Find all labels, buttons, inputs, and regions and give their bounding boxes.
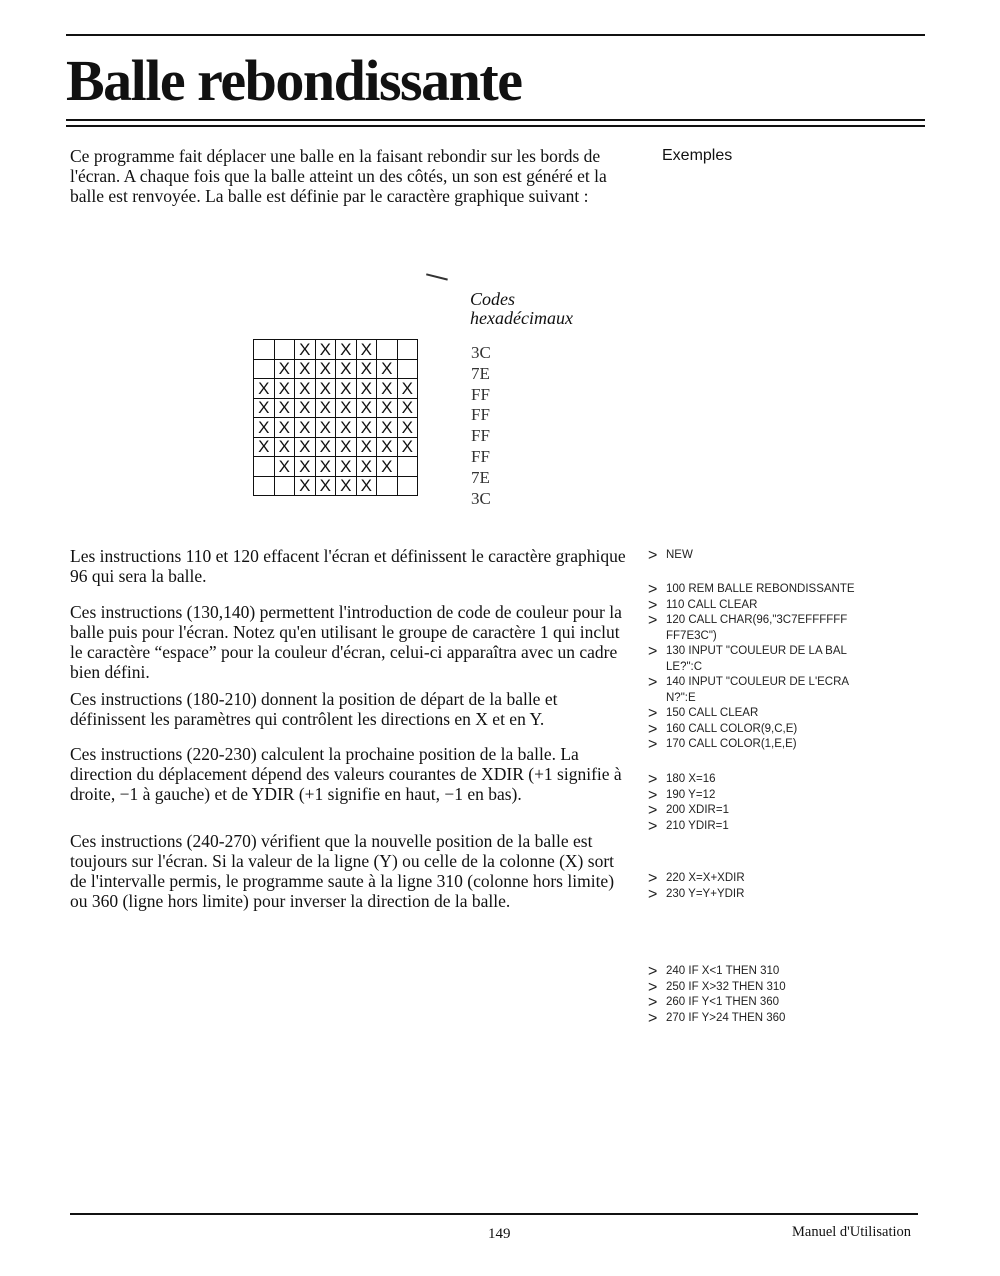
code-line xyxy=(648,887,745,903)
code-line xyxy=(648,995,786,1011)
grid-cell xyxy=(274,340,295,360)
grid-cell: X xyxy=(295,437,316,457)
prompt-symbol: > xyxy=(648,643,658,660)
grid-cell xyxy=(397,476,418,496)
footer-rule xyxy=(70,1213,918,1215)
grid-cell: X xyxy=(336,359,357,379)
grid-cell xyxy=(274,476,295,496)
code-statement: 230 Y=Y+YDIR xyxy=(666,887,745,900)
grid-row xyxy=(254,379,418,399)
grid-cell: X xyxy=(274,437,295,457)
grid-cell: X xyxy=(295,476,316,496)
code-statement: 210 YDIR=1 xyxy=(666,819,729,832)
code-statement: 200 XDIR=1 xyxy=(666,804,729,816)
prompt-symbol: > xyxy=(648,547,658,564)
grid-cell xyxy=(377,340,398,360)
grid-cell xyxy=(254,457,275,477)
hex-code: 7E xyxy=(471,467,490,487)
hex-code: 3C xyxy=(471,488,491,508)
code-block-start-position xyxy=(648,772,729,834)
grid-cell: X xyxy=(295,418,316,438)
paragraph-instructions-240-270: Ces instructions (240-270) vérifient que la nouvelle position de la balle est toujours sur l'écran. Si la valeur de la ligne (Y) ou celle de la colonne (X) sort de l'intervalle permis, le programme saute à la ligne 310 (colonne hors limite) ou 360 (ligne hors limite) pour inverser la direction de la balle. xyxy=(70,831,615,911)
grid-row xyxy=(254,359,418,379)
prompt-symbol: > xyxy=(648,736,658,753)
grid-cell: X xyxy=(315,457,336,477)
code-line xyxy=(648,644,855,660)
grid-row xyxy=(254,340,418,360)
prompt-symbol: > xyxy=(648,870,658,887)
prompt-symbol: > xyxy=(648,771,658,788)
hex-code: FF xyxy=(471,405,490,425)
prompt-symbol: > xyxy=(648,674,658,691)
code-line xyxy=(648,675,855,691)
paragraph-instructions-180-210: Ces instructions (180-210) donnent la position de départ de la balle et définissent les paramètres qui contrôlent les directions en X et en Y. xyxy=(70,689,558,729)
grid-cell: X xyxy=(315,340,336,360)
grid-cell: X xyxy=(356,457,377,477)
page-title: Balle rebondissante xyxy=(66,48,522,113)
grid-cell: X xyxy=(336,457,357,477)
grid-cell xyxy=(254,359,275,379)
code-continuation: LE?":C xyxy=(666,660,703,673)
code-line xyxy=(648,548,693,564)
intro-paragraph: Ce programme fait déplacer une balle en la faisant rebondir sur les bords de l'écran. A chaque fois que la balle atteint un des côtés, un son est généré et la balle est renvoyée. La balle est définie par le caractère graphique suivant : xyxy=(70,146,607,206)
code-statement: 110 CALL CLEAR xyxy=(666,598,758,611)
hex-code: 7E xyxy=(471,363,490,383)
hex-code: 3C xyxy=(471,343,491,362)
grid-cell: X xyxy=(295,340,316,360)
grid-cell: X xyxy=(377,398,398,418)
paragraph-instructions-220-230: Ces instructions (220-230) calculent la prochaine position de la balle. La direction du déplacement dépend des valeurs courantes de XDIR (+1 signifie à droite, −1 à gauche) et de YDIR (+1 signifie en haut, −1 en bas). xyxy=(70,744,622,804)
code-statement: NEW xyxy=(666,549,693,561)
code-line xyxy=(648,582,855,598)
grid-row xyxy=(254,418,418,438)
grid-cell: X xyxy=(295,359,316,379)
grid-row xyxy=(254,437,418,457)
hex-codes-label xyxy=(470,290,573,328)
code-statement: 150 CALL CLEAR xyxy=(666,707,759,719)
code-line xyxy=(648,1011,786,1027)
page-number: 149 xyxy=(488,1226,511,1242)
grid-cell: X xyxy=(274,379,295,399)
grid-cell: X xyxy=(295,379,316,399)
hex-code-list xyxy=(471,343,491,509)
grid-cell: X xyxy=(397,437,418,457)
grid-cell: X xyxy=(356,340,377,360)
prompt-symbol: > xyxy=(648,720,658,738)
code-statement: 140 INPUT "COULEUR DE L'ECRA xyxy=(666,676,850,688)
prompt-symbol: > xyxy=(648,978,658,996)
grid-cell xyxy=(254,476,275,496)
prompt-symbol: > xyxy=(648,786,658,804)
code-line xyxy=(648,737,855,753)
grid-cell: X xyxy=(315,398,336,418)
grid-row xyxy=(254,476,418,496)
grid-cell: X xyxy=(254,379,275,399)
code-statement: 100 REM BALLE REBONDISSANTE xyxy=(666,583,855,595)
code-block-next-position xyxy=(648,871,745,902)
grid-cell: X xyxy=(356,437,377,457)
code-continuation: FF7E3C") xyxy=(666,629,717,642)
paragraph-instructions-130-140: Ces instructions (130,140) permettent l'introduction de code de couleur pour la balle puis pour l'écran. Notez qu'en utilisant le groupe de caractère 1 qui inclut le caractère “espace” pour la couleur d'écran, celui-ci apparaîtra avec un cadre bien défini. xyxy=(70,602,622,682)
grid-cell: X xyxy=(315,418,336,438)
grid-cell: X xyxy=(254,418,275,438)
code-statement: 240 IF X<1 THEN 310 xyxy=(666,965,780,977)
code-line xyxy=(648,598,855,614)
grid-cell: X xyxy=(356,379,377,399)
grid-cell: X xyxy=(274,398,295,418)
grid-cell: X xyxy=(274,359,295,379)
top-rule xyxy=(66,34,925,36)
prompt-symbol: > xyxy=(648,1009,658,1027)
prompt-symbol: > xyxy=(648,963,658,980)
grid-cell: X xyxy=(295,457,316,477)
grid-cell: X xyxy=(336,476,357,496)
grid-cell: X xyxy=(377,418,398,438)
grid-cell: X xyxy=(377,359,398,379)
prompt-symbol: > xyxy=(648,817,658,835)
grid-cell: X xyxy=(356,476,377,496)
prompt-symbol: > xyxy=(648,802,658,819)
code-block-bounds-check xyxy=(648,964,786,1026)
grid-cell: X xyxy=(336,340,357,360)
grid-cell: X xyxy=(315,379,336,399)
code-statement: 190 Y=12 xyxy=(666,788,716,801)
grid-cell: X xyxy=(356,418,377,438)
hex-code: FF xyxy=(471,384,490,404)
code-line xyxy=(648,706,855,722)
code-line xyxy=(648,980,786,996)
hex-codes-label-line2: hexadécimaux xyxy=(470,308,573,328)
prompt-symbol: > xyxy=(648,705,658,722)
grid-cell: X xyxy=(336,379,357,399)
grid-cell: X xyxy=(397,379,418,399)
code-line xyxy=(648,772,729,788)
grid-row xyxy=(254,398,418,418)
code-line xyxy=(648,803,729,819)
grid-row xyxy=(254,457,418,477)
code-statement: 180 X=16 xyxy=(666,773,716,785)
grid-cell: X xyxy=(356,359,377,379)
grid-cell: X xyxy=(356,398,377,418)
prompt-symbol: > xyxy=(648,885,658,903)
grid-cell xyxy=(397,340,418,360)
code-statement: 220 X=X+XDIR xyxy=(666,872,745,884)
grid-cell: X xyxy=(274,418,295,438)
code-line xyxy=(648,819,729,835)
code-statement: 170 CALL COLOR(1,E,E) xyxy=(666,738,797,750)
grid-cell: X xyxy=(254,398,275,418)
ball-character-grid xyxy=(253,339,418,496)
grid-cell: X xyxy=(377,379,398,399)
grid-cell xyxy=(377,476,398,496)
grid-cell: X xyxy=(377,437,398,457)
grid-cell: X xyxy=(315,359,336,379)
paragraph-instructions-110-120: Les instructions 110 et 120 effacent l'écran et définissent le caractère graphique 96 qui sera la balle. xyxy=(70,546,626,586)
code-block-setup xyxy=(648,582,855,753)
grid-cell: X xyxy=(254,437,275,457)
code-line xyxy=(648,613,855,629)
hex-code: FF xyxy=(471,446,490,466)
prompt-symbol: > xyxy=(648,581,658,598)
title-double-rule-top xyxy=(66,119,925,121)
grid-cell: X xyxy=(397,418,418,438)
grid-cell xyxy=(397,359,418,379)
grid-cell: X xyxy=(295,398,316,418)
grid-cell: X xyxy=(315,437,336,457)
code-statement: 160 CALL COLOR(9,C,E) xyxy=(666,722,798,735)
footer-manual-title: Manuel d'Utilisation xyxy=(792,1224,912,1240)
grid-cell xyxy=(397,457,418,477)
hex-codes-label-line1: Codes xyxy=(470,289,515,309)
prompt-symbol: > xyxy=(648,596,658,614)
grid-cell: X xyxy=(377,457,398,477)
code-line xyxy=(648,722,855,738)
stray-mark xyxy=(426,273,448,280)
code-statement: 130 INPUT "COULEUR DE LA BAL xyxy=(666,645,847,657)
title-double-rule-bottom xyxy=(66,125,925,127)
prompt-symbol: > xyxy=(648,612,658,629)
grid-cell: X xyxy=(336,437,357,457)
code-line xyxy=(648,964,786,980)
grid-cell: X xyxy=(336,418,357,438)
code-statement: 120 CALL CHAR(96,"3C7EFFFFFF xyxy=(666,614,848,626)
prompt-symbol: > xyxy=(648,994,658,1011)
examples-label: Exemples xyxy=(662,147,733,164)
grid-cell: X xyxy=(397,398,418,418)
code-line xyxy=(648,871,745,887)
code-statement: 270 IF Y>24 THEN 360 xyxy=(666,1011,786,1024)
hex-code: FF xyxy=(471,426,490,446)
code-statement: 260 IF Y<1 THEN 360 xyxy=(666,996,780,1008)
code-block-new xyxy=(648,548,693,564)
code-continuation: N?":E xyxy=(666,691,696,704)
grid-cell: X xyxy=(274,457,295,477)
code-line xyxy=(648,788,729,804)
grid-cell: X xyxy=(315,476,336,496)
code-statement: 250 IF X>32 THEN 310 xyxy=(666,980,786,993)
grid-cell xyxy=(254,340,275,360)
grid-cell: X xyxy=(336,398,357,418)
